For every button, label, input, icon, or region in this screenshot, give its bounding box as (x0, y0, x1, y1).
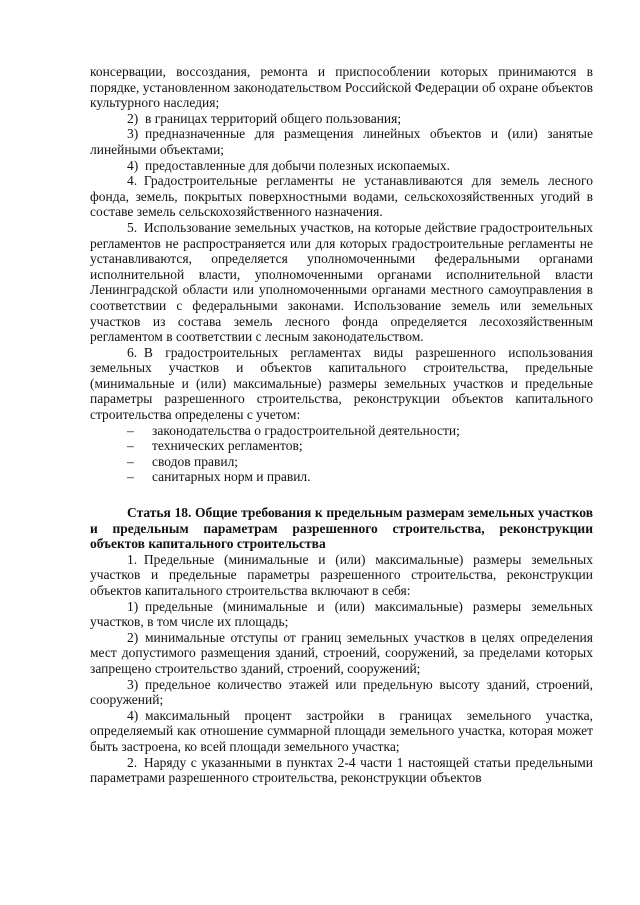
dash-item-text: санитарных норм и правил. (152, 469, 311, 485)
dash-marker: – (127, 453, 134, 469)
dash-list-item (90, 469, 593, 485)
article-list-item-1: 1) предельные (минимальные и (или) максимальные) размеры земельных участков, в том числе их площадь; (90, 598, 593, 630)
dash-item-text: сводов правил; (152, 453, 239, 469)
dash-list-item (90, 438, 593, 454)
list-item-3: 3) предназначенные для размещения линейных объектов и (или) занятые линейными объектами; (90, 126, 593, 157)
article-list-item-3: 3) предельное количество этажей или предельную высоту зданий, строений, сооружений; (90, 676, 593, 708)
dash-marker: – (127, 422, 134, 438)
paragraph-continuation: консервации, воссоздания, ремонта и приспособлении которых принимаются в порядке, установленном законодательством Российской Федерации об охране объектов культурного наследия; (90, 64, 593, 111)
article-list-item-2: 2) минимальные отступы от границ земельных участков в целях определения мест допустимого размещения зданий, строений, сооружений, за пределами которых запрещено строительство зданий, строений, сооружений; (90, 629, 593, 676)
dash-list-item (90, 454, 593, 470)
paragraph-4: 4. Градостроительные регламенты не устанавливаются для земель лесного фонда, земель, покрытых поверхностными водами, сельскохозяйственных угодий в составе земель сельскохозяйственного назначения. (90, 173, 593, 220)
dash-list-item (90, 423, 593, 439)
dash-item-text: технических регламентов; (152, 438, 303, 454)
list-item-4: 4) предоставленные для добычи полезных ископаемых. (127, 157, 450, 173)
dash-marker: – (127, 438, 134, 454)
paragraph-5: 5. Использование земельных участков, на которые действие градостроительных регламентов не распространяется или для которых градостроительные регламенты не устанавливаются, определяется уполномоченными федеральными органами исполнительной власти, уполномоченными органами исполнительной власти Ленинградской области или уполномоченными органами местного самоуправления в соответствии с федеральными законами. Использование земель или земельных участков из состава земель лесного фонда определяется лесохозяйственным регламентом в соответствии с лесным законодательством. (90, 219, 593, 345)
article-paragraph-2: 2. Наряду с указанными в пунктах 2-4 части 1 настоящей статьи предельными параметрами разрешенного строительства, реконструкции объектов (90, 754, 593, 786)
list-item-2: 2) в границах территорий общего пользования; (127, 110, 402, 126)
paragraph-6: 6. В градостроительных регламентах виды разрешенного использования земельных участков и объектов капитального строительства, предельные (минимальные и (или) максимальные) размеры земельных участков и предельные параметры разрешенного строительства, реконструкции объектов капитального строительства определены с учетом: (90, 344, 593, 423)
article-18-heading: Статья 18. Общие требования к предельным размерам земельных участков и предельным параметрам разрешенного строительства, реконструкции объектов капитального строительства (90, 505, 593, 552)
article-list-item-4: 4) максимальный процент застройки в границах земельного участка, определяемый как отношение суммарной площади земельного участка, которая может быть застроена, ко всей площади земельного участка; (90, 707, 593, 754)
dash-marker: – (127, 469, 134, 485)
article-paragraph-1: 1. Предельные (минимальные и (или) максимальные) размеры земельных участков и предельные параметры разрешенного строительства, реконструкции объектов капитального строительства включают в себя: (90, 551, 593, 598)
dash-item-text: законодательства о градостроительной деятельности; (152, 422, 460, 438)
document-body (90, 64, 593, 786)
